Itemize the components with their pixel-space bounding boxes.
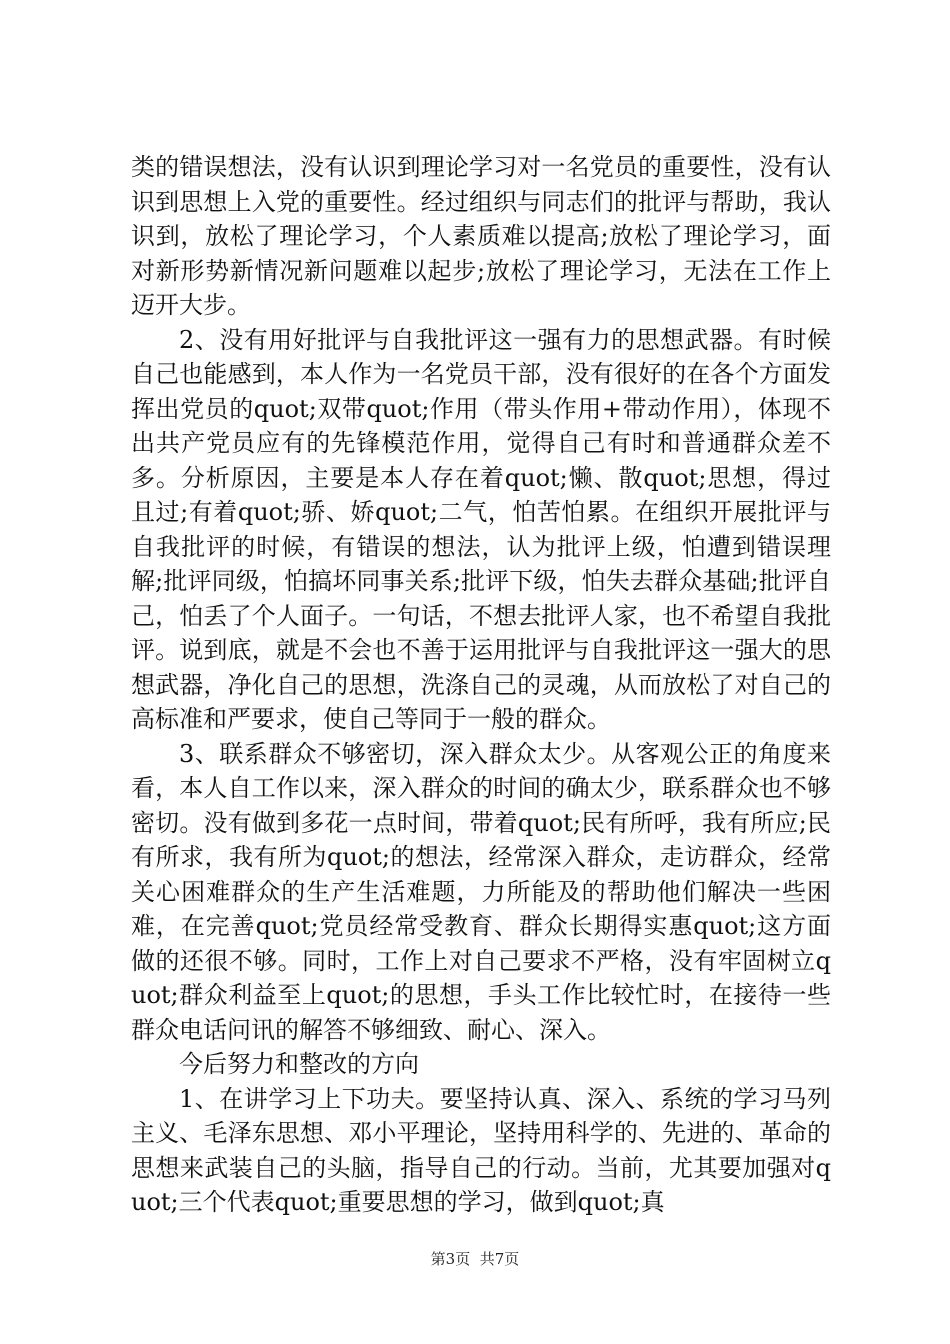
page-number: 第3页 xyxy=(430,1250,471,1268)
document-body xyxy=(131,150,831,1220)
paragraph-continued: 类的错误想法，没有认识到理论学习对一名党员的重要性，没有认识到思想上入党的重要性。经过组织与同志们的批评与帮助，我认识到，放松了理论学习，个人素质难以提高;放松了理论学习，面对新形势新情况新问题难以起步;放松了理论学习，无法在工作上迈开大步。 xyxy=(131,153,831,319)
paragraph-study: 1、在讲学习上下功夫。要坚持认真、深入、系统的学习马列主义、毛泽东思想、邓小平理论，坚持用科学的、先进的、革命的思想来武装自己的头脑，指导自己的行动。当前，尤其要加强对quot;三个代表quot;重要思想的学习，做到quot;真 xyxy=(131,1084,831,1216)
paragraph-criticism: 2、没有用好批评与自我批评这一强有力的思想武器。有时候自己也能感到，本人作为一名党员干部，没有很好的在各个方面发挥出党员的quot;双带quot;作用（带头作用+带动作用），体现不出共产党员应有的先锋模范作用，觉得自己有时和普通群众差不多。分析原因，主要是本人存在着quot;懒、散quot;思想，得过且过;有着quot;骄、娇quot;二气，怕苦怕累。在组织开展批评与自我批评的时候，有错误的想法，认为批评上级，怕遭到错误理解;批评同级，怕搞坏同事关系;批评下级，怕失去群众基础;批评自己，怕丢了个人面子。一句话，不想去批评人家，也不希望自我批评。说到底，就是不会也不善于运用批评与自我批评这一强大的思想武器，净化自己的思想，洗涤自己的灵魂，从而放松了对自己的高标准和严要求，使自己等同于一般的群众。 xyxy=(131,325,831,733)
footer-separator xyxy=(470,1250,480,1268)
paragraph-masses: 3、联系群众不够密切，深入群众太少。从客观公正的角度来看，本人自工作以来，深入群众的时间的确太少，联系群众也不够密切。没有做到多花一点时间，带着quot;民有所呼，我有所应;民有所求，我有所为quot;的想法，经常深入群众，走访群众，经常关心困难群众的生产生活难题，力所能及的帮助他们解决一些困难，在完善quot;党员经常受教育、群众长期得实惠quot;这方面做的还很不够。同时，工作上对自己要求不严格，没有牢固树立quot;群众利益至上quot;的思想，手头工作比较忙时，在接待一些群众电话问讯的解答不够细致、耐心、深入。 xyxy=(131,739,831,1044)
section-heading: 今后努力和整改的方向 xyxy=(179,1050,419,1078)
page-total: 共7页 xyxy=(479,1250,520,1268)
page-footer xyxy=(0,1248,950,1269)
